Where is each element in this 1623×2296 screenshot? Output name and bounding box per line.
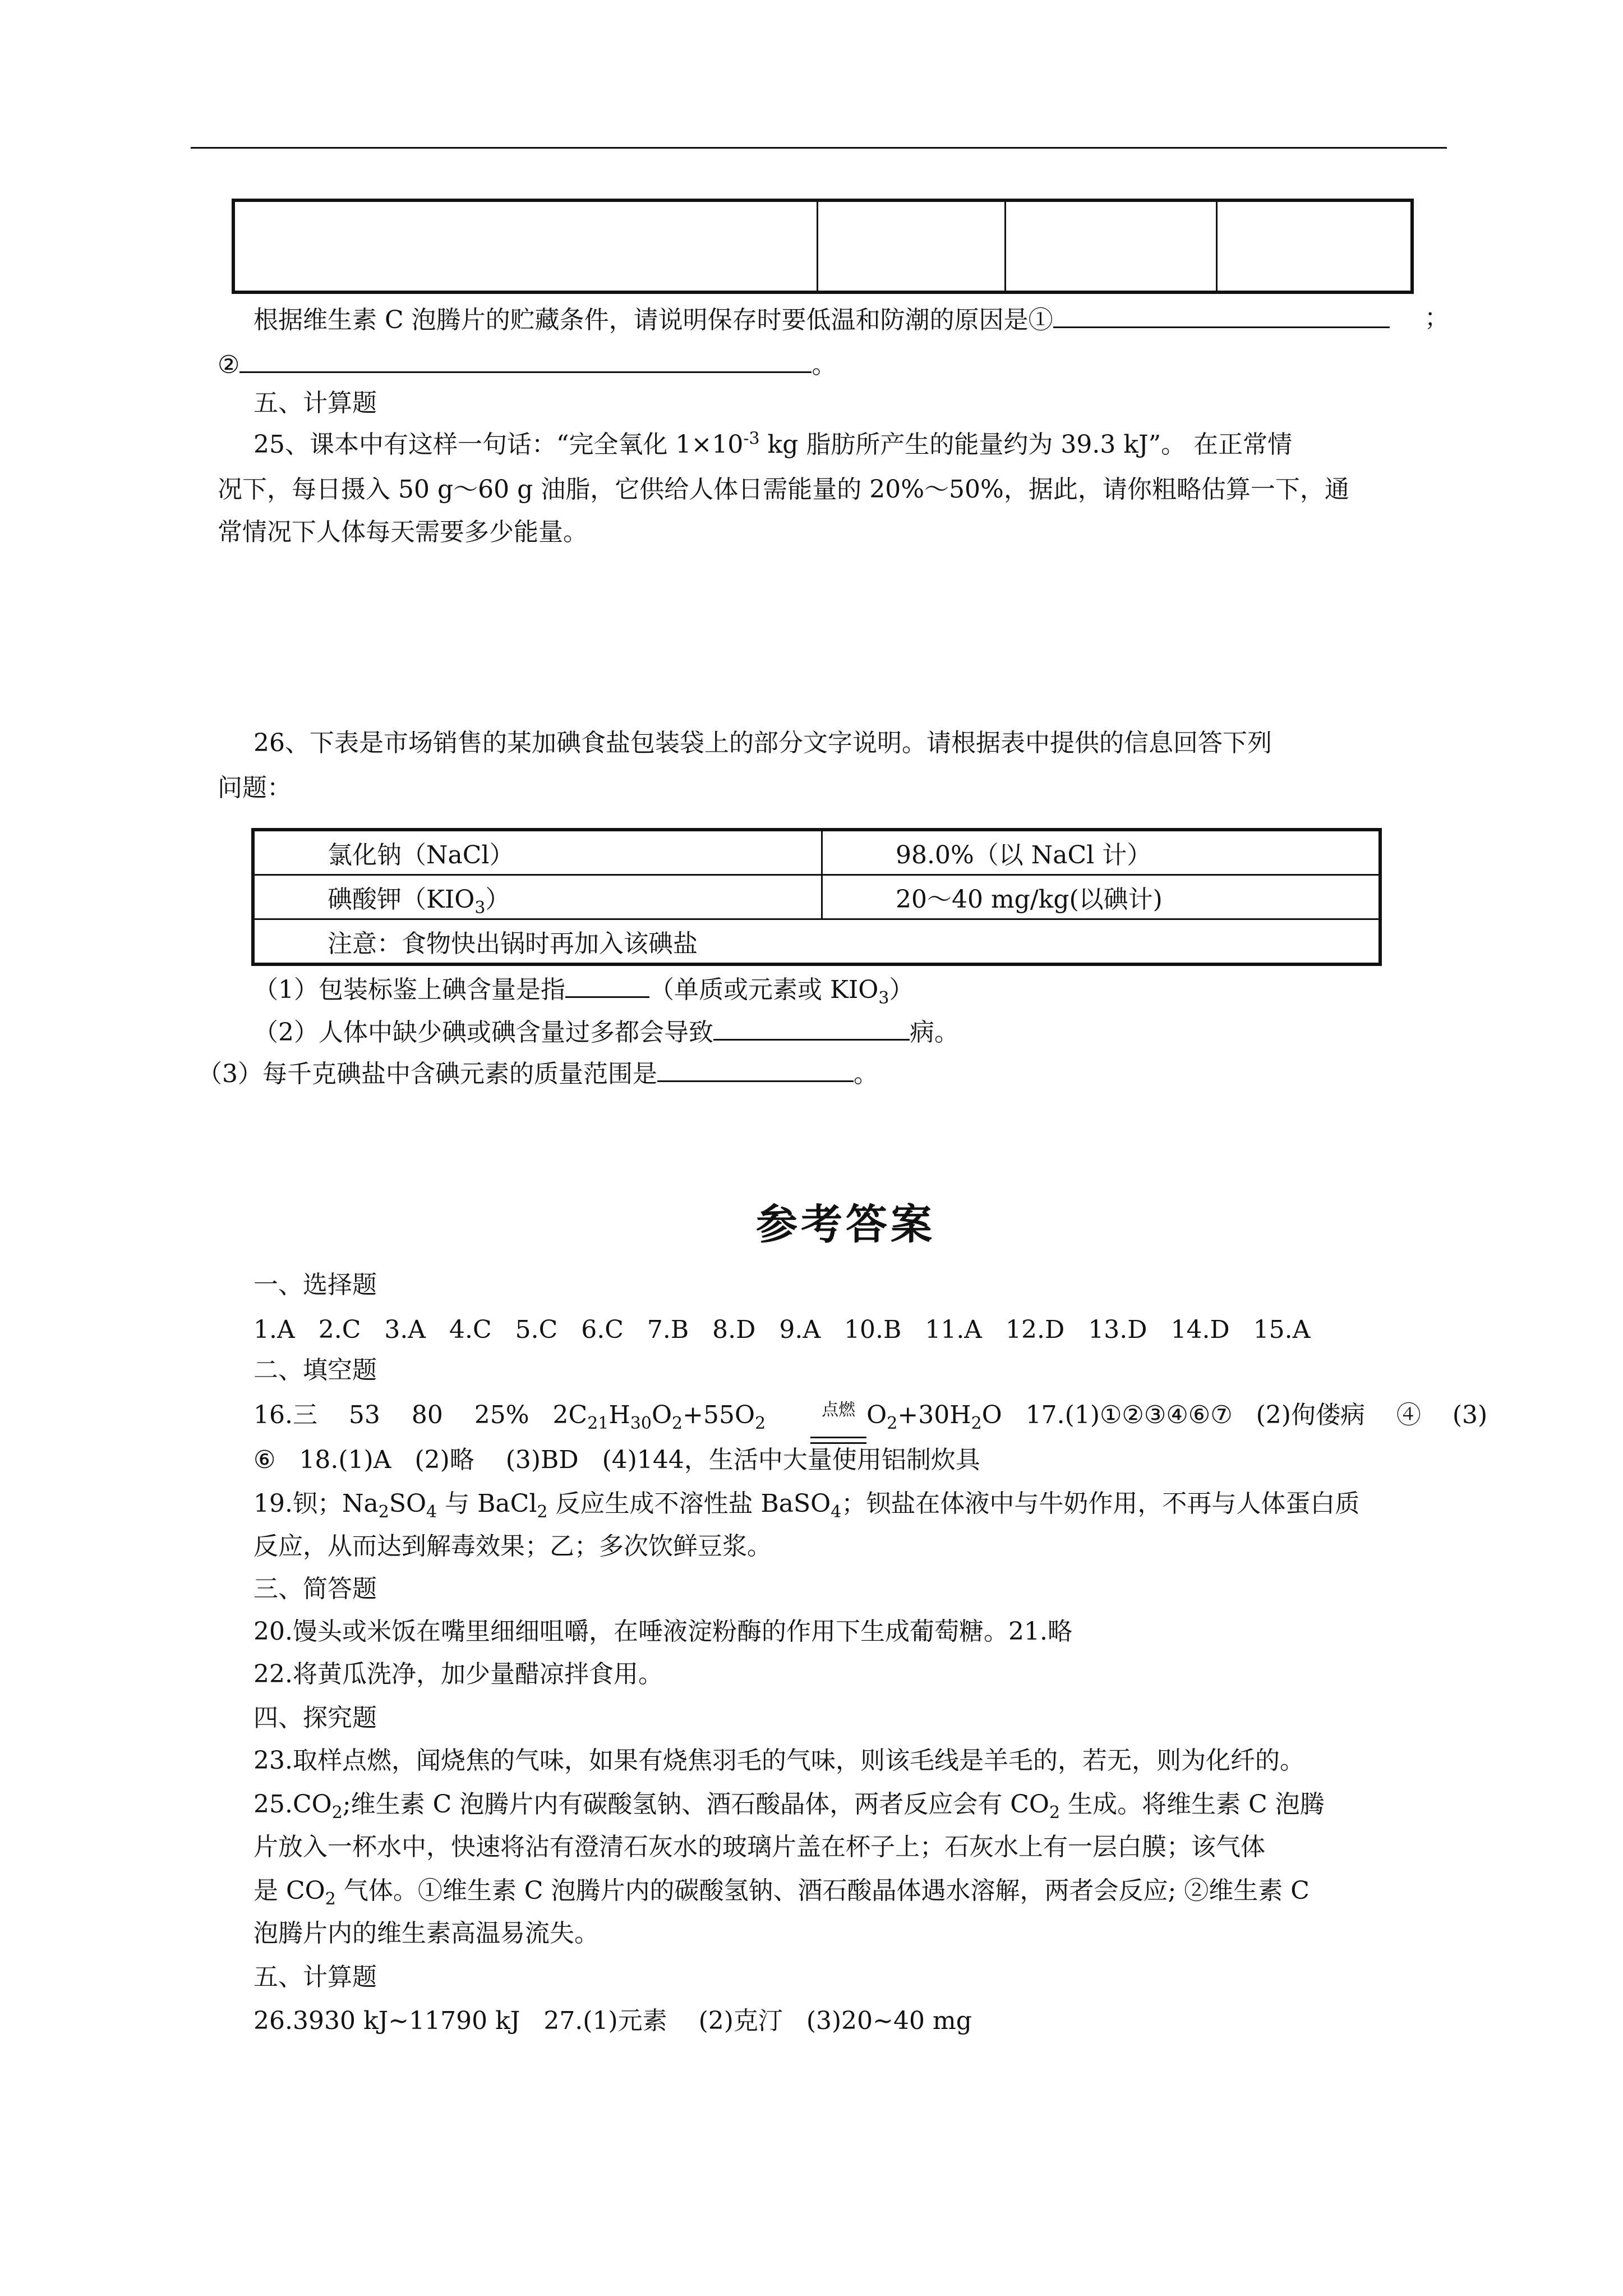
salt-nacl-value: 98.0%（以 NaCl 计） xyxy=(822,830,1381,875)
reaction-condition: 点燃 xyxy=(822,1400,856,1420)
answer-19-line2: 反应，从而达到解毒效果；乙；多次饮鲜豆浆。 xyxy=(253,1532,772,1561)
salt-table xyxy=(251,828,1382,966)
answer-20-21: 20.馒头或米饭在嘴里细细咀嚼，在唾液淀粉酶的作用下生成葡萄糖。21.略 xyxy=(253,1617,1072,1646)
answer-25-line4: 泡腾片内的维生素高温易流失。 xyxy=(253,1919,599,1948)
answer-19-line1: 19.钡；$Na_2SO_4$ 与 BaCl$_2$ 反应生成不溶性盐 BaSO$_4$；钡盐在体液中与牛奶作用，不再与人体蛋白质 xyxy=(253,1489,1360,1522)
q26-blank-2[interactable] xyxy=(713,1014,910,1041)
q26-line1: 26、下表是市场销售的某加碘食盐包装袋上的部分文字说明。请根据表中提供的信息回答下列 xyxy=(253,729,1272,757)
q25-line1: 25、课本中有这样一句话：“完全氧化 $1\times 10^{-3}$ kg 脂肪所产生的能量约为 39.3 kJ”。 在正常情 xyxy=(253,429,1293,459)
answers-section-fill: 二、填空题 xyxy=(253,1356,377,1384)
answers-section-choice: 一、选择题 xyxy=(253,1271,377,1299)
top-table-cell-2 xyxy=(818,200,1006,292)
q24-blank-2[interactable] xyxy=(239,347,811,373)
answers-section-inquiry: 四、探究题 xyxy=(253,1704,377,1732)
q26-sub1: （1）包装标鉴上碘含量是指 （单质或元素或 $KIO_3$） xyxy=(253,972,914,1006)
top-table-cell-4 xyxy=(1217,200,1413,292)
q26-blank-3[interactable] xyxy=(657,1056,854,1082)
top-table xyxy=(232,199,1414,294)
salt-table-row xyxy=(253,875,1380,919)
answers-choices: 1.A 2.C 3.A 4.C 5.C 6.C 7.B 8.D 9.A 10.B 11.A 12.D 13.D 14.D 15.A xyxy=(253,1315,1311,1344)
header-rule xyxy=(191,147,1447,149)
q26-sub3: （3）每千克碘盐中含碘元素的质量范围是 。 xyxy=(197,1056,878,1091)
reaction-arrow xyxy=(810,1437,866,1438)
salt-note: 注意：食物快出锅时再加入该碘盐 xyxy=(253,919,1380,965)
answer-22: 22.将黄瓜洗净，加少量醋凉拌食用。 xyxy=(253,1660,663,1688)
q26-blank-1[interactable] xyxy=(565,972,649,998)
top-table-cell-1 xyxy=(233,200,818,292)
answer-25-line2: 片放入一杯水中，快速将沾有澄清石灰水的玻璃片盖在杯子上；石灰水上有一层白膜；该气体 xyxy=(253,1833,1265,1861)
q24-tail-line1: 根据维生素 C 泡腾片的贮藏条件，请说明保存时要低温和防潮的原因是① xyxy=(253,302,1390,337)
salt-nacl-label: 氯化钠（NaCl） xyxy=(253,830,822,875)
salt-table-row xyxy=(253,919,1380,965)
q26-line2: 问题： xyxy=(218,774,292,802)
q25-line2: 况下，每日摄入 50 g～60 g 油脂，它供给人体日需能量的 20%～50%，据此，请你粗略估算一下，通 xyxy=(218,475,1349,504)
answer-25-line1: $25.CO_2$;维生素 C 泡腾片内有碳酸氢钠、酒石酸晶体，两者反应会有 $CO_2$ 生成。将维生素 C 泡腾 xyxy=(253,1790,1325,1823)
answers-section-calc: 五、计算题 xyxy=(253,1963,377,1991)
answer-16: 16.三 53 80 25% $2C_{21}H_{30}O_2+55O_2$ 点燃 $O_2+30H_2O$ 17.(1)①②③④⑥⑦ (2)佝偻病 ④ (3) xyxy=(253,1399,1487,1432)
top-table-cell-3 xyxy=(1006,200,1217,292)
q24-tail-line2: ② 。 xyxy=(218,347,836,381)
q24-blank-1[interactable] xyxy=(1053,302,1390,328)
answer-17-18: ⑥ 18.(1)A (2)略 (3)BD (4)144，生活中大量使用铝制炊具 xyxy=(253,1446,980,1474)
answer-25-line3: 是 $CO_2$ 气体。①维生素 C 泡腾片内的碳酸氢钠、酒石酸晶体遇水溶解，两者会反应; ②维生素 C xyxy=(253,1876,1310,1909)
section-calc-heading: 五、计算题 xyxy=(253,389,377,417)
q26-sub2: （2）人体中缺少碘或碘含量过多都会导致 病。 xyxy=(253,1014,959,1049)
q24-end-mark: ； xyxy=(1424,303,1449,332)
answer-26-27: 26.3930 kJ~11790 kJ 27.(1)元素 (2)克汀 (3)20~40 mg xyxy=(253,2007,972,2035)
salt-table-row xyxy=(253,830,1380,875)
answer-23: 23.取样点燃，闻烧焦的气味，如果有烧焦羽毛的气味，则该毛线是羊毛的，若无，则为化纤的。 xyxy=(253,1746,1304,1775)
answers-title: 参考答案 xyxy=(756,1200,935,1249)
salt-kio3-label: 碘酸钾$(KIO_3)$ xyxy=(253,875,822,919)
salt-kio3-value: 20～40 mg/kg(以碘计) xyxy=(822,875,1381,919)
answers-section-short: 三、简答题 xyxy=(253,1575,377,1603)
q25-line3: 常情况下人体每天需要多少能量。 xyxy=(218,518,588,546)
